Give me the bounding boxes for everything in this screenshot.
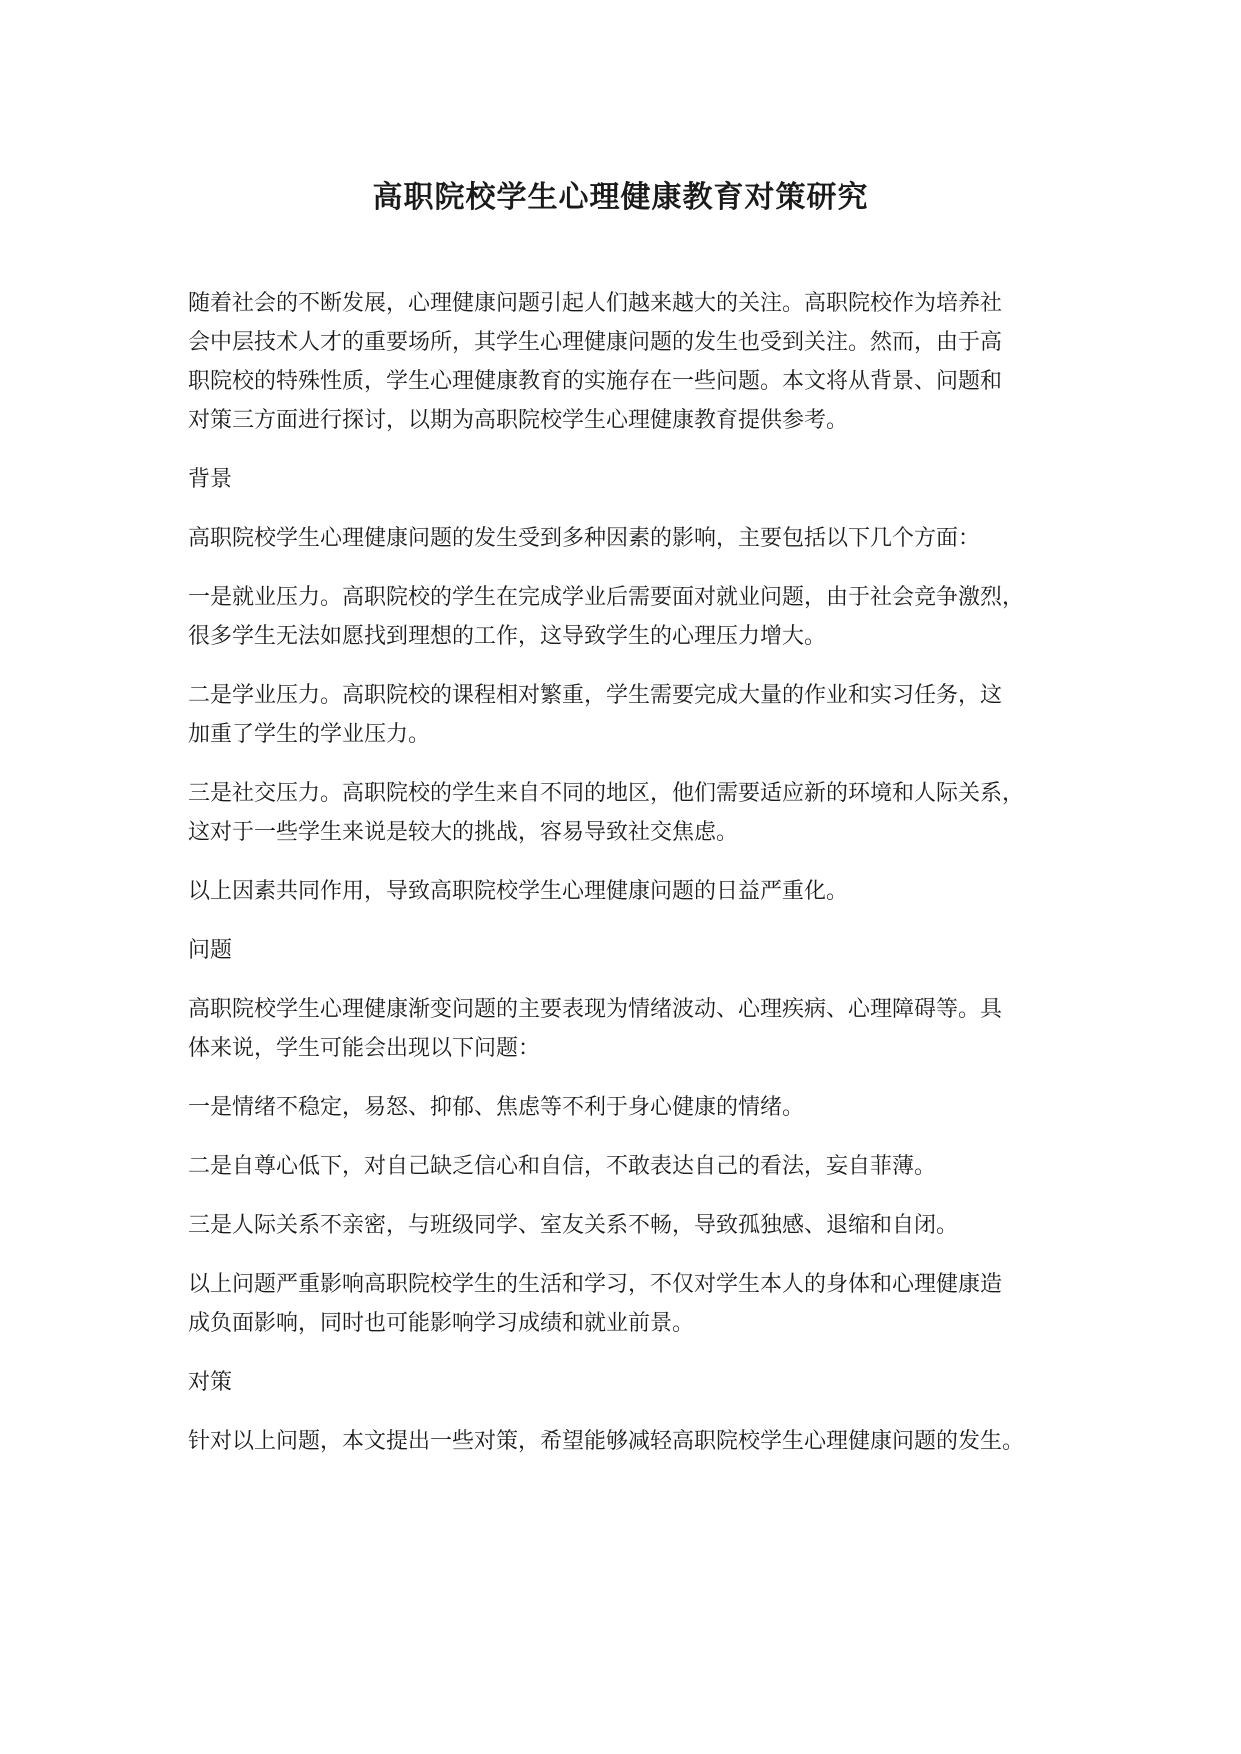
paragraph: 二是学业压力。高职院校的课程相对繁重，学生需要完成大量的作业和实习任务，这 加重了学生的学业压力。 bbox=[188, 683, 1003, 747]
section-heading-countermeasures: 对策 bbox=[188, 1370, 233, 1395]
paragraph: 三是社交压力。高职院校的学生来自不同的地区，他们需要适应新的环境和人际关系， 这对于一些学生来说是较大的挑战，容易导致社交焦虑。 bbox=[188, 781, 1025, 845]
section-heading-background: 背景 bbox=[188, 467, 233, 492]
paragraph: 三是人际关系不亲密，与班级同学、室友关系不畅，导致孤独感、退缩和自闭。 bbox=[188, 1213, 959, 1238]
document-title: 高职院校学生心理健康教育对策研究 bbox=[372, 180, 869, 215]
document-body bbox=[188, 284, 1078, 1481]
section-heading-problems: 问题 bbox=[188, 938, 233, 963]
paragraph: 以上因素共同作用，导致高职院校学生心理健康问题的日益严重化。 bbox=[188, 879, 849, 904]
paragraph: 一是情绪不稳定，易怒、抑郁、焦虑等不利于身心健康的情绪。 bbox=[188, 1095, 805, 1120]
intro-paragraph: 随着社会的不断发展，心理健康问题引起人们越来越大的关注。高职院校作为培养社 会中层技术人才的重要场所，其学生心理健康问题的发生也受到关注。然而，由于高 职院校的特殊性质，学生心理健康教育的实施存在一些问题。本文将从背景、问题和 对策三方面进行探讨，以期为高职院校学生心理健康教育提供参考。 bbox=[188, 291, 1003, 433]
paragraph: 高职院校学生心理健康问题的发生受到多种因素的影响，主要包括以下几个方面： bbox=[188, 526, 981, 551]
paragraph: 二是自尊心低下，对自己缺乏信心和自信，不敢表达自己的看法，妄自菲薄。 bbox=[188, 1154, 937, 1179]
paragraph: 以上问题严重影响高职院校学生的生活和学习，不仅对学生本人的身体和心理健康造 成负面影响，同时也可能影响学习成绩和就业前景。 bbox=[188, 1272, 1003, 1336]
paragraph: 针对以上问题，本文提出一些对策，希望能够减轻高职院校学生心理健康问题的发生。 bbox=[188, 1429, 1025, 1454]
paragraph: 一是就业压力。高职院校的学生在完成学业后需要面对就业问题，由于社会竞争激烈， 很多学生无法如愿找到理想的工作，这导致学生的心理压力增大。 bbox=[188, 585, 1025, 649]
paragraph: 高职院校学生心理健康渐变问题的主要表现为情绪波动、心理疾病、心理障碍等。具 体来说，学生可能会出现以下问题： bbox=[188, 997, 1003, 1061]
